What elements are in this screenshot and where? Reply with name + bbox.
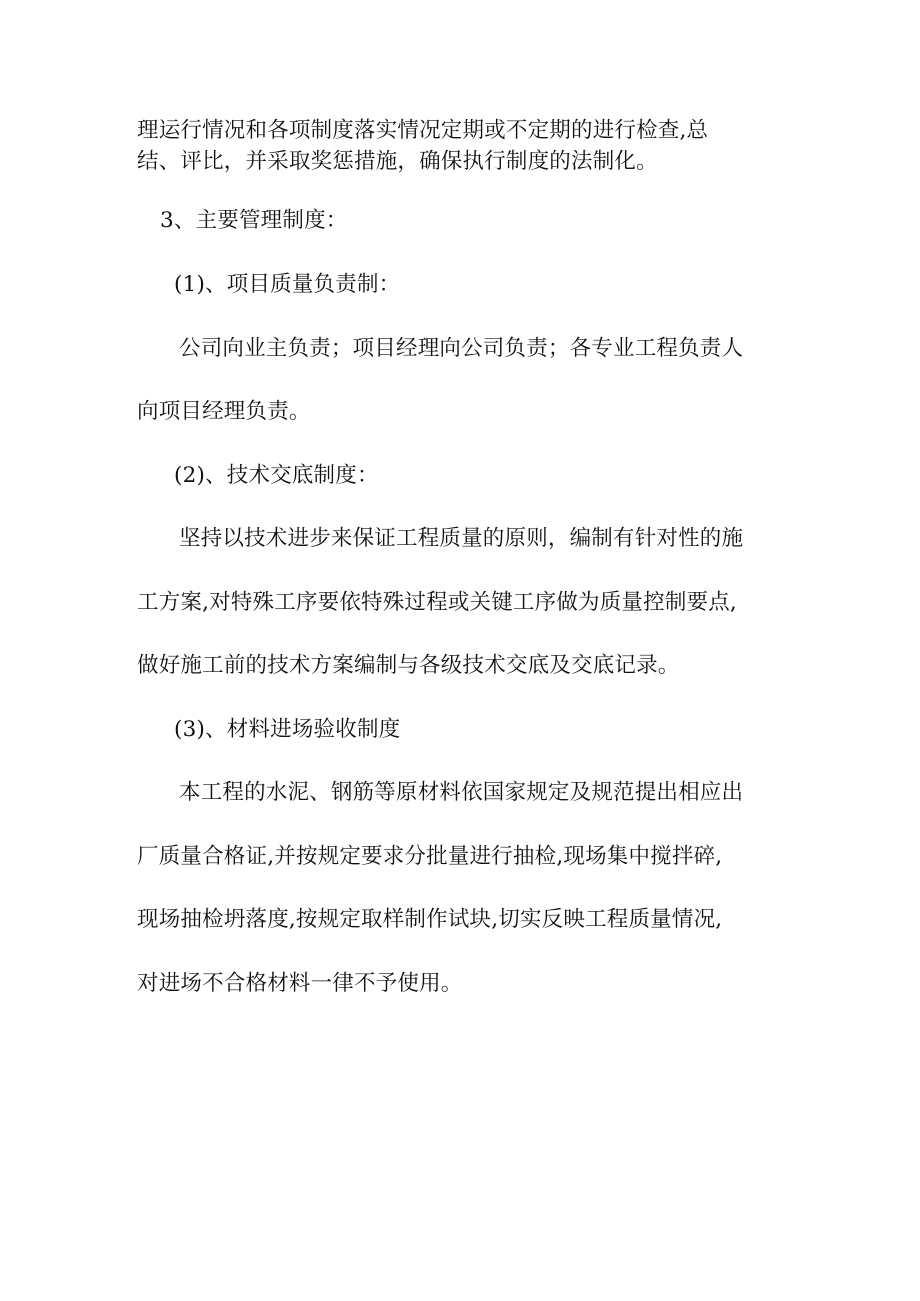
subsection-heading: (3)、材料进场验收制度 xyxy=(174,717,401,742)
paragraph-line: 本工程的水泥、钢筋等原材料依国家规定及规范提出相应出 xyxy=(179,780,744,805)
paragraph-line: 现场抽检坍落度,按规定取样制作试块,切实反映工程质量情况, xyxy=(137,907,723,932)
paragraph-line: 坚持以技术进步来保证工程质量的原则，编制有针对性的施 xyxy=(179,526,744,551)
subsection-heading: (1)、项目质量负责制： xyxy=(174,272,401,297)
section-heading: 3、主要管理制度： xyxy=(160,208,348,233)
paragraph-line: 理运行情况和各项制度落实情况定期或不定期的进行检查,总 xyxy=(137,118,709,143)
paragraph-line: 工方案,对特殊工序要依特殊过程或关键工序做为质量控制要点, xyxy=(137,590,737,615)
paragraph-line: 厂质量合格证,并按规定要求分批量进行抽检,现场集中搅拌碎, xyxy=(137,844,723,869)
paragraph-line: 结、评比，并采取奖惩措施，确保执行制度的法制化。 xyxy=(137,149,658,174)
paragraph-line: 做好施工前的技术方案编制与各级技术交底及交底记录。 xyxy=(137,653,680,678)
paragraph-line: 对进场不合格材料一律不予使用。 xyxy=(137,971,463,996)
subsection-heading: (2)、技术交底制度： xyxy=(174,463,379,488)
paragraph-line: 向项目经理负责。 xyxy=(137,399,311,424)
paragraph-line: 公司向业主负责；项目经理向公司负责；各专业工程负责人 xyxy=(179,336,744,361)
